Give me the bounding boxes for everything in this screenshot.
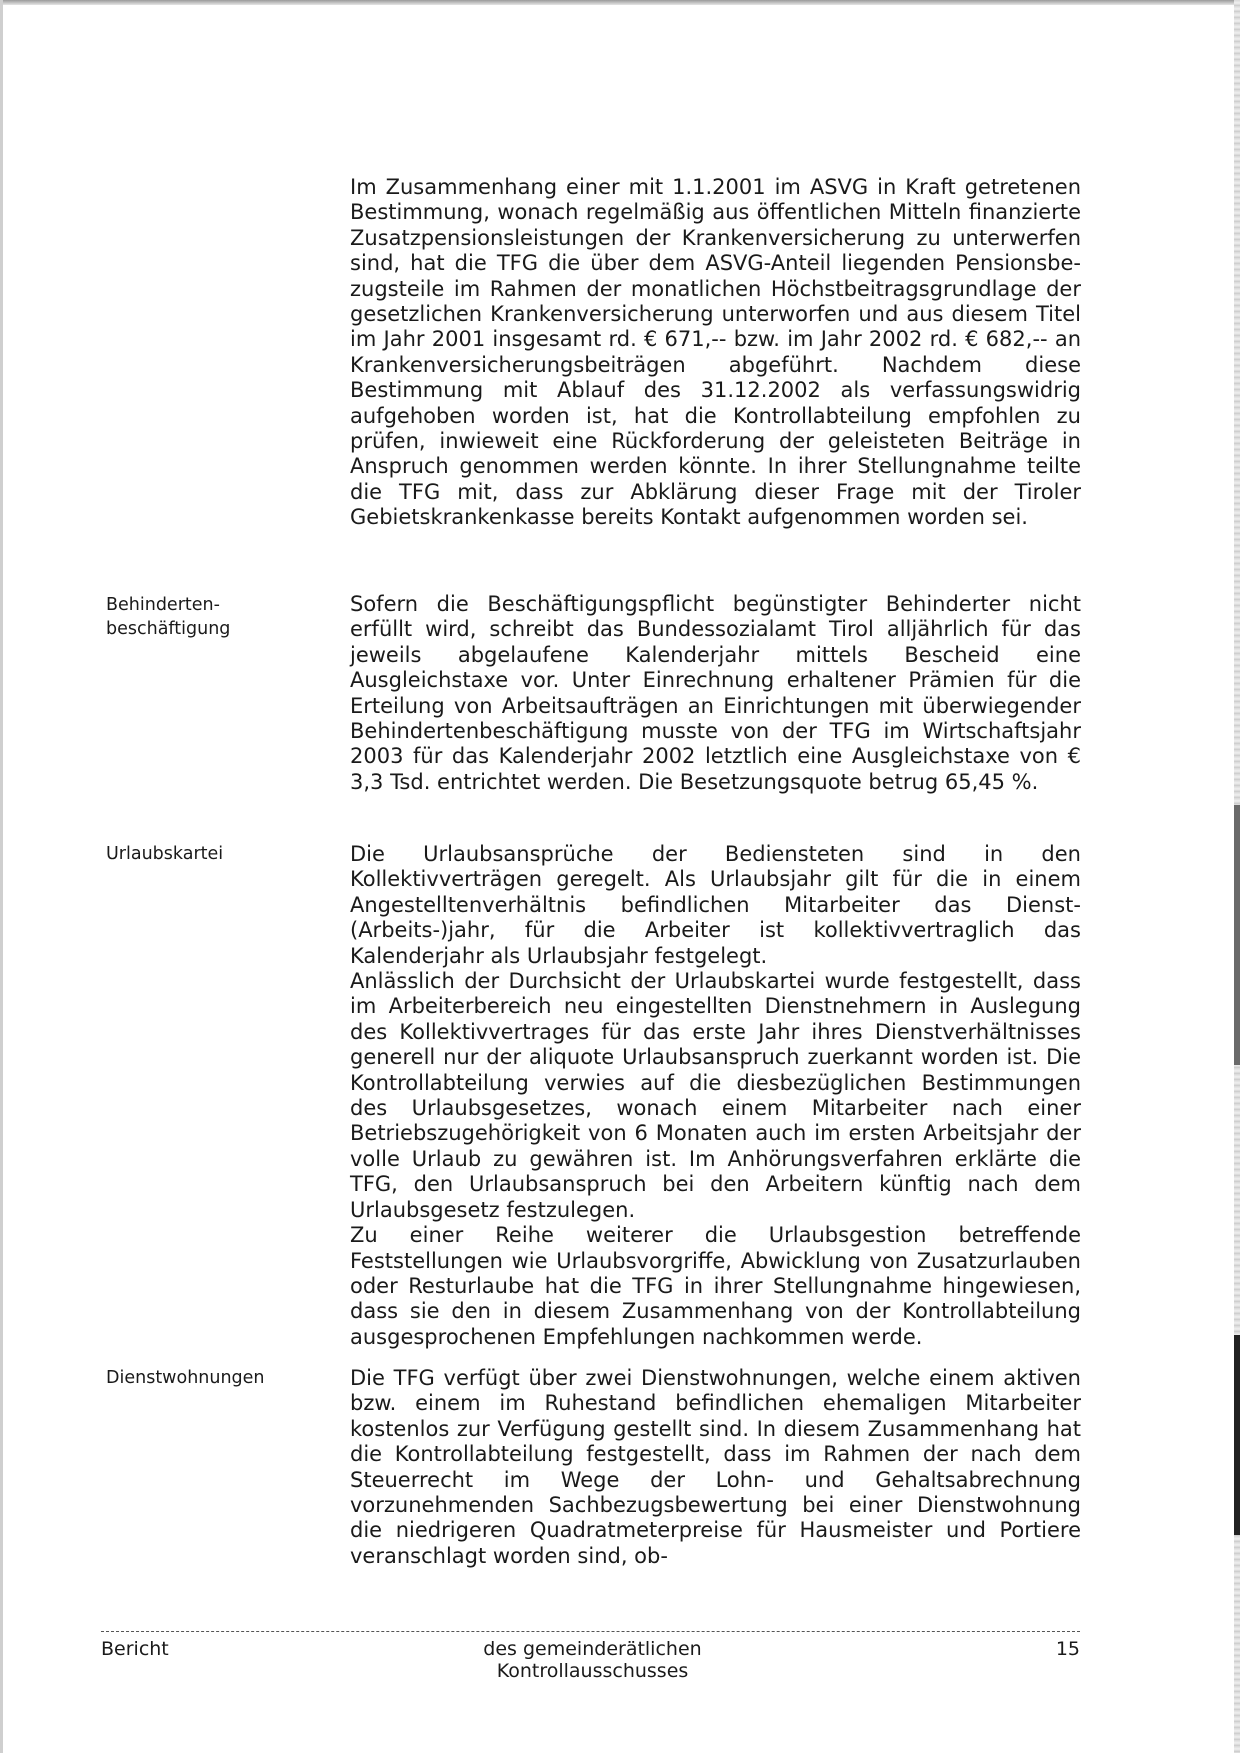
section-krankenversicherung	[350, 175, 1081, 531]
paragraph-urlaub-1: Die Urlaubsansprüche der Bediensteten sind in den Kollektivverträgen geregelt. Als Urlaubsjahr gilt für die in einem Angestelltenverhältnis befindlichen Mitarbeiter das Dienst-(Arbeits-)jahr, für die Arbeiter ist kollektivvertraglich das Kalenderjahr als Urlaubsjahr festgelegt.	[350, 842, 1081, 968]
side-label-behinderten: Behinderten- beschäftigung	[106, 595, 231, 639]
section-dienstwohnungen	[350, 1366, 1081, 1569]
scan-edge-top	[0, 0, 1240, 5]
paragraph-behindertenbeschaeftigung: Sofern die Beschäftigungspflicht begünstigter Behinderter nicht erfüllt wird, schreibt das Bundessozialamt Tirol alljährlich für das jeweils abgelaufene Kalenderjahr mittels Bescheid eine Ausgleichstaxe vor. Unter Einrechnung erhaltener Prämien für die Erteilung von Arbeitsaufträgen an Einrichtungen mit überwiegender Behindertenbeschäftigung musste von der TFG im Wirtschaftsjahr 2003 für das Kalenderjahr 2002 letztlich eine Ausgleichstaxe von € 3,3 Tsd. entrichtet werden. Die Besetzungsquote betrug 65,45 %.	[350, 592, 1081, 794]
scan-edge-right-shade	[1234, 805, 1240, 1065]
side-label-dienstwohnungen: Dienstwohnungen	[106, 1368, 265, 1388]
side-label-urlaubskartei: Urlaubskartei	[106, 844, 224, 864]
footer-report-label: Bericht	[101, 1638, 169, 1660]
footer-divider	[101, 1631, 1080, 1632]
paragraph-krankenversicherung: Im Zusammenhang einer mit 1.1.2001 im ASVG in Kraft getretenen Bestimmung, wonach regelmäßig aus öffentlichen Mitteln finanzierte Zusatzpensionsleistungen der Krankenversicherung zu unterwerfen sind, hat die TFG die über dem ASVG-Anteil liegenden Pensionsbezugsteile im Rahmen der monatlichen Höchstbeitragsgrundlage der gesetzlichen Krankenversicherung unterworfen und aus diesem Titel im Jahr 2001 insgesamt rd. € 671,-- bzw. im Jahr 2002 rd. € 682,-- an Krankenversicherungsbeiträgen abgeführt. Nachdem diese Bestimmung mit Ablauf des 31.12.2002 als verfassungswidrig aufgehoben worden ist, hat die Kontrollabteilung empfohlen zu prüfen, inwieweit eine Rückforderung der geleisteten Beiträge in Anspruch genommen werden könnte. In ihrer Stellungnahme teilte die TFG mit, dass zur Abklärung dieser Frage mit der Tiroler Gebietskrankenkasse bereits Kontakt aufgenommen worden sei.	[350, 175, 1081, 530]
paragraph-urlaub-3: Zu einer Reihe weiterer die Urlaubsgestion betreffende Feststellungen wie Urlaubsvorgriffe, Abwicklung von Zusatzurlauben oder Resturlaube hat die TFG in ihrer Stellungnahme hingewiesen, dass sie den in diesem Zusammenhang von der Kontrollabteilung ausgesprochenen Empfehlungen nachkommen werde.	[350, 1223, 1081, 1349]
footer-committee-label: des gemeinderätlichen Kontrollausschusses	[483, 1638, 702, 1682]
section-urlaubskartei	[350, 842, 1081, 1350]
paragraph-dienstwohnungen: Die TFG verfügt über zwei Dienstwohnungen, welche einem aktiven bzw. einem im Ruhestand befindlichen ehemaligen Mitarbeiter kostenlos zur Verfügung gestellt sind. In diesem Zusammenhang hat die Kontrollabteilung festgestellt, dass im Rahmen der nach dem Steuerrecht im Wege der Lohn- und Gehaltsabrechnung vorzunehmenden Sachbezugsbewertung bei einer Dienstwohnung die niedrigeren Quadratmeterpreise für Hausmeister und Portiere veranschlagt worden sind, ob-	[350, 1366, 1081, 1568]
paragraph-urlaub-2: Anlässlich der Durchsicht der Urlaubskartei wurde festgestellt, dass im Arbeiterbereich neu eingestellten Dienstnehmern in Auslegung des Kollektivvertrages für das erste Jahr ihres Dienstverhältnisses generell nur der aliquote Urlaubsanspruch zuerkannt worden ist. Die Kontrollabteilung verwies auf die diesbezüglichen Bestimmungen des Urlaubsgesetzes, wonach einem Mitarbeiter nach einer Betriebszugehörigkeit von 6 Monaten auch im ersten Arbeitsjahr der volle Urlaub zu gewähren ist. Im Anhörungsverfahren erklärte die TFG, den Urlaubsanspruch bei den Arbeitern künftig nach dem Urlaubsgesetz festzulegen.	[350, 969, 1081, 1222]
scan-edge-left	[0, 0, 3, 1753]
section-behindertenbeschaeftigung	[350, 592, 1081, 795]
page-number: 15	[1055, 1638, 1080, 1660]
scan-edge-right-dark	[1234, 1335, 1240, 1535]
